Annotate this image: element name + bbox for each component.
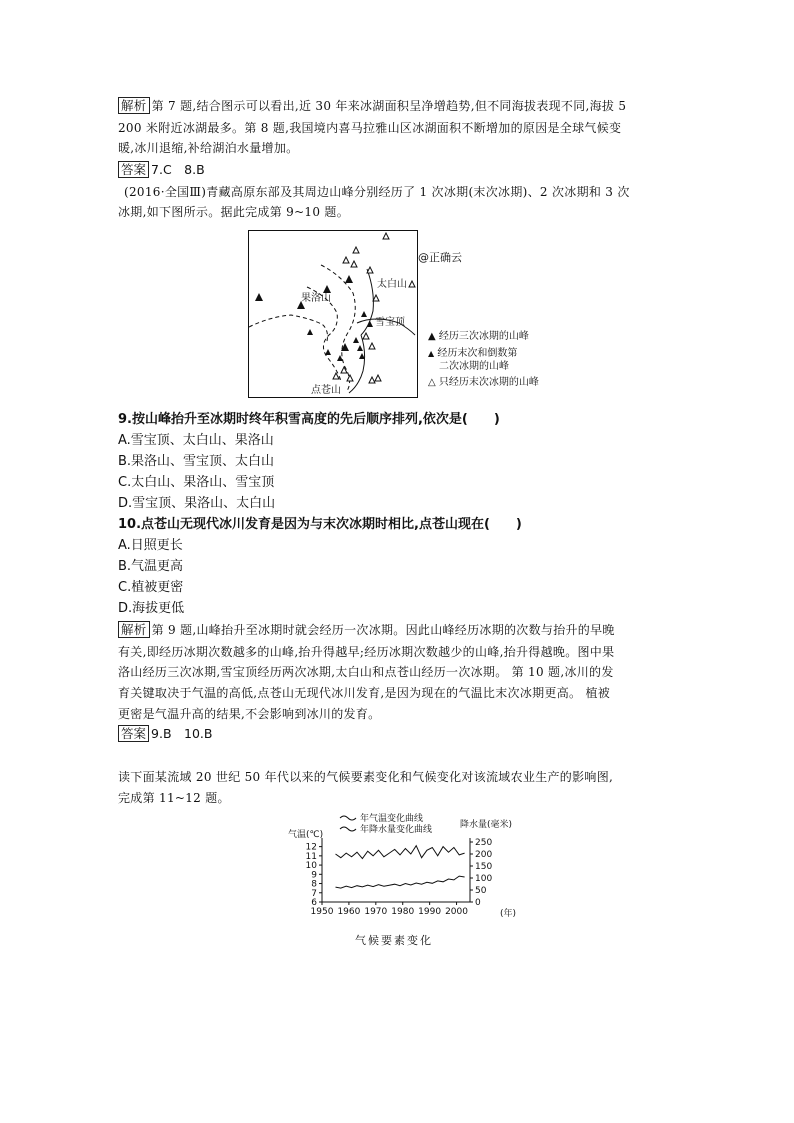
filled-triangle-icon: ▲ (428, 331, 436, 342)
q9-option-a[interactable]: A.雪宝顶、太白山、果洛山 (118, 433, 274, 448)
climate-chart (282, 810, 522, 920)
x-tick-label: 1950 (310, 907, 334, 917)
analysis-line: 更密是气温升高的结果,不会影响到冰川的发育。 (118, 707, 381, 721)
answer-tag: 答案 (118, 725, 149, 742)
legend-item: △ 只经历末次冰期的山峰 (428, 377, 539, 388)
small-filled-triangle-icon: ▲ (428, 349, 435, 358)
q9-option-b[interactable]: B.果洛山、雪宝顶、太白山 (118, 454, 275, 469)
x-tick-label: 1990 (418, 907, 442, 917)
q10-option-b[interactable]: B.气温更高 (118, 559, 184, 574)
peak-two-glaciations (307, 329, 313, 335)
analysis-line: 解析 第 9 题,山峰抬升至冰期时就会经历一次冰期。因此山峰经历冰期的次数与抬升的早晚 (118, 620, 615, 640)
analysis-tag: 解析 (118, 97, 150, 114)
q10-option-c[interactable]: C.植被更密 (118, 580, 184, 595)
y-left-tick-label: 7 (311, 888, 317, 899)
peak-one-glaciation (409, 281, 415, 287)
q9-option-d[interactable]: D.雪宝顶、果洛山、太白山 (118, 496, 276, 511)
question-9-stem: 9.按山峰抬升至冰期时终年积雪高度的先后顺序排列,依次是( ) (118, 412, 500, 427)
peak-two-glaciations (367, 321, 373, 327)
peak-one-glaciation (351, 261, 357, 267)
glacier-map (248, 230, 418, 398)
peak-two-glaciations (353, 337, 359, 343)
chart-legend (340, 812, 432, 835)
answer-line: 答案 9.B 10.B (118, 724, 212, 744)
temperature-series-line (336, 846, 465, 859)
legend-swatch-precipitation (340, 827, 356, 831)
peak-one-glaciation (341, 367, 347, 373)
y-right-axis-label: 降水量(毫米) (460, 820, 513, 830)
y-right-tick-label: 250 (475, 838, 493, 848)
peak-one-glaciation (367, 267, 373, 273)
peak-one-glaciation (347, 375, 353, 381)
river-line (349, 335, 365, 393)
y-left-tick-label: 6 (311, 898, 317, 908)
legend-item: ▲ 经历末次和倒数第 (428, 348, 518, 359)
legend-label: 年气温变化曲线 (360, 814, 424, 824)
label-guoluo: 果洛山 (301, 293, 331, 304)
x-tick-label: 2000 (445, 907, 468, 917)
analysis-line: 解析 第 7 题,结合图示可以看出,近 30 年来冰湖面积呈净增趋势,但不同海拔表现不同,海拔 5 (118, 96, 626, 116)
y-right-tick-label: 0 (475, 898, 481, 908)
watermark: @正确云 (418, 251, 462, 264)
answer-line: 答案 7.C 8.B (118, 160, 205, 180)
q9-option-c[interactable]: C.太白山、果洛山、雪宝顶 (118, 475, 275, 490)
boundary-west (249, 315, 328, 341)
peak-one-glaciation (363, 333, 369, 339)
chart-series (336, 846, 465, 888)
peak-three-glaciations (255, 293, 263, 301)
y-left-tick-label: 9 (311, 870, 317, 881)
label-taibai: 太白山 (377, 279, 407, 290)
q10-option-d[interactable]: D.海拔更低 (118, 601, 185, 616)
label-xuebao: 雪宝顶 (375, 317, 405, 328)
legend-swatch-temperature (340, 816, 356, 820)
peak-one-glaciation (375, 375, 381, 381)
chart-axes (306, 838, 493, 917)
y-right-tick-label: 150 (475, 862, 493, 872)
intro-line: (2016·全国Ⅲ)青藏高原东部及其周边山峰分别经历了 1 次冰期(末次冰期)、2 次冰期和 3 次 (124, 185, 630, 199)
question-10-stem: 10.点苍山无现代冰川发育是因为与末次冰期时相比,点苍山现在( ) (118, 517, 522, 532)
analysis-line: 育关键取决于气温的高低,点苍山无现代冰川发育,是因为现在的气温比末次冰期更高。 植被 (118, 686, 611, 700)
y-left-tick-label: 11 (305, 851, 317, 862)
peak-two-glaciations (325, 349, 331, 355)
chart-caption: 气候要素变化 (355, 934, 433, 947)
y-right-tick-label: 50 (475, 886, 487, 896)
label-diancang: 点苍山 (311, 385, 341, 396)
x-unit-label: (年) (500, 909, 517, 919)
intro-line: 冰期,如下图所示。据此完成第 9~10 题。 (118, 205, 350, 219)
analysis-line: 洛山经历三次冰期,雪宝顶经历两次冰期,太白山和点苍山经历一次冰期。 第 10 题,冰川的发 (118, 665, 614, 679)
intro-line: 读下面某流域 20 世纪 50 年代以来的气候要素变化和气候变化对该流域农业生产的影响图, (118, 770, 614, 784)
map-legend (428, 330, 539, 389)
peak-three-glaciations (323, 285, 331, 293)
peak-one-glaciation (369, 343, 375, 349)
peak-two-glaciations (361, 311, 367, 317)
peak-two-glaciations (357, 345, 363, 351)
q10-option-a[interactable]: A.日照更长 (118, 538, 183, 553)
precipitation-series-line (336, 876, 465, 888)
peak-one-glaciation (373, 295, 379, 301)
y-right-tick-label: 100 (475, 874, 493, 884)
y-left-tick-label: 10 (305, 861, 317, 872)
legend-item-continued: 二次冰期的山峰 (439, 361, 509, 372)
peak-one-glaciation (343, 257, 349, 263)
peak-one-glaciation (369, 377, 375, 383)
answer-tag: 答案 (118, 161, 149, 178)
peak-one-glaciation (333, 373, 339, 379)
y-left-axis-label: 气温(℃) (288, 830, 324, 840)
analysis-line: 200 米附近冰湖最多。第 8 题,我国境内喜马拉雅山区冰湖面积不断增加的原因是全球气候变 (118, 121, 622, 135)
x-tick-label: 1970 (364, 907, 388, 917)
y-left-tick-label: 8 (311, 879, 317, 890)
x-tick-label: 1960 (337, 907, 361, 917)
y-left-tick-label: 12 (305, 842, 317, 853)
legend-item: ▲ 经历三次冰期的山峰 (428, 331, 529, 342)
y-right-tick-label: 200 (475, 850, 493, 860)
intro-line: 完成第 11~12 题。 (118, 791, 230, 805)
analysis-line: 有关,即经历冰期次数越多的山峰,抬升得越早;经历冰期次数越少的山峰,抬升得越晚。图中果 (118, 645, 615, 659)
hollow-triangle-icon: △ (428, 377, 436, 388)
peak-three-glaciations (345, 275, 353, 283)
x-tick-label: 1980 (391, 907, 415, 917)
boundary-outer (321, 265, 355, 391)
peak-one-glaciation (383, 233, 389, 239)
legend-label: 年降水量变化曲线 (360, 825, 433, 835)
analysis-tag: 解析 (118, 621, 150, 638)
analysis-line: 暖,冰川退缩,补给湖泊水量增加。 (118, 141, 299, 155)
peak-one-glaciation (353, 247, 359, 253)
map-svg (249, 231, 417, 397)
